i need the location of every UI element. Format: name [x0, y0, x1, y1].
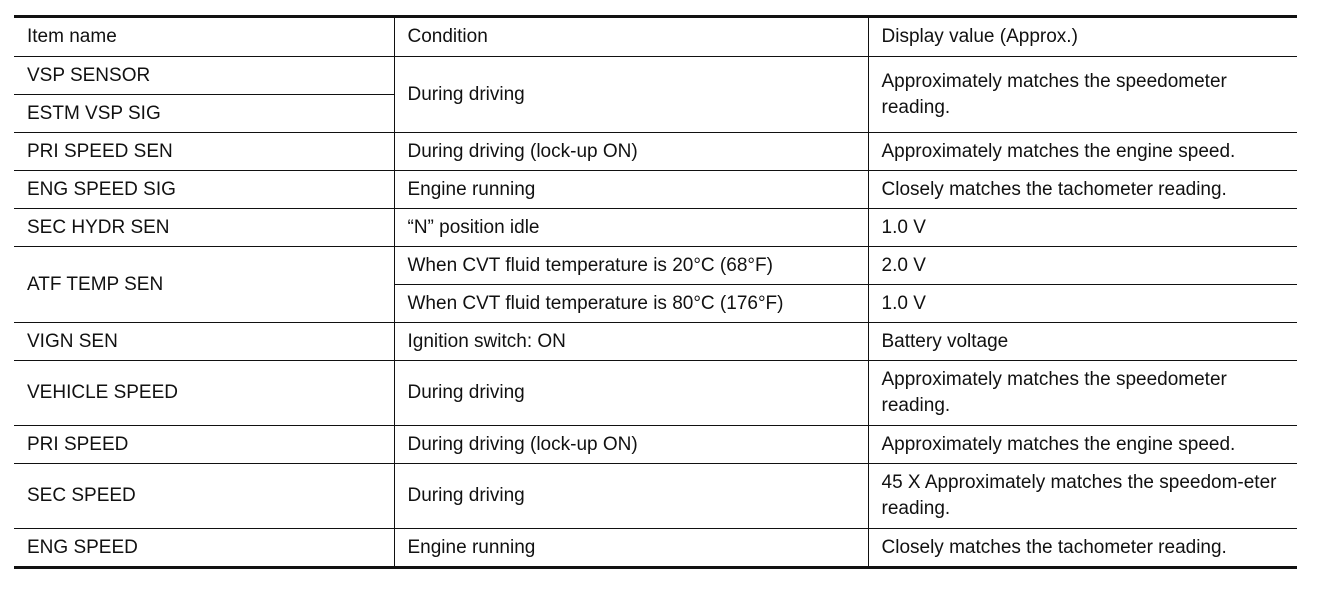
- display-value-cell: Closely matches the tachometer reading.: [868, 529, 1297, 568]
- condition-cell: Engine running: [394, 171, 868, 209]
- display-value-cell: Approximately matches the engine speed.: [868, 133, 1297, 171]
- display-value-cell: Approximately matches the speedometer reading.: [868, 57, 1297, 133]
- condition-cell: Ignition switch: ON: [394, 323, 868, 361]
- item-name-cell: ATF TEMP SEN: [14, 247, 394, 323]
- display-value-cell: Approximately matches the speedometer reading.: [868, 361, 1297, 426]
- display-value-cell: Closely matches the tachometer reading.: [868, 171, 1297, 209]
- display-value-cell: Approximately matches the engine speed.: [868, 426, 1297, 464]
- header-condition: Condition: [394, 17, 868, 57]
- condition-cell: When CVT fluid temperature is 80°C (176°F): [394, 285, 868, 323]
- item-name-cell: ENG SPEED: [14, 529, 394, 568]
- table-row: [14, 247, 1297, 285]
- cvt-data-monitor-table: [14, 15, 1297, 569]
- condition-cell: During driving: [394, 57, 868, 133]
- item-name-cell: SEC SPEED: [14, 464, 394, 529]
- condition-cell: During driving: [394, 361, 868, 426]
- condition-cell: When CVT fluid temperature is 20°C (68°F): [394, 247, 868, 285]
- item-name-cell: VIGN SEN: [14, 323, 394, 361]
- item-name-cell: ENG SPEED SIG: [14, 171, 394, 209]
- table-header-row: [14, 17, 1297, 57]
- display-value-cell: 1.0 V: [868, 285, 1297, 323]
- item-name-cell: SEC HYDR SEN: [14, 209, 394, 247]
- condition-cell: “N” position idle: [394, 209, 868, 247]
- display-value-cell: 2.0 V: [868, 247, 1297, 285]
- condition-cell: During driving: [394, 464, 868, 529]
- table-row: [14, 464, 1297, 529]
- table-row: [14, 361, 1297, 426]
- display-value-cell: 45 X Approximately matches the speedom-eter reading.: [868, 464, 1297, 529]
- table-row: [14, 57, 1297, 95]
- header-item-name: Item name: [14, 17, 394, 57]
- condition-cell: Engine running: [394, 529, 868, 568]
- item-name-cell: ESTM VSP SIG: [14, 95, 394, 133]
- table-row: [14, 209, 1297, 247]
- item-name-cell: VEHICLE SPEED: [14, 361, 394, 426]
- table-row: [14, 426, 1297, 464]
- item-name-cell: PRI SPEED: [14, 426, 394, 464]
- table-row: [14, 133, 1297, 171]
- item-name-cell: VSP SENSOR: [14, 57, 394, 95]
- condition-cell: During driving (lock-up ON): [394, 426, 868, 464]
- display-value-cell: Battery voltage: [868, 323, 1297, 361]
- item-name-cell: PRI SPEED SEN: [14, 133, 394, 171]
- table-row: [14, 323, 1297, 361]
- display-value-cell: 1.0 V: [868, 209, 1297, 247]
- table-row: [14, 529, 1297, 568]
- condition-cell: During driving (lock-up ON): [394, 133, 868, 171]
- table-row: [14, 171, 1297, 209]
- header-display-value: Display value (Approx.): [868, 17, 1297, 57]
